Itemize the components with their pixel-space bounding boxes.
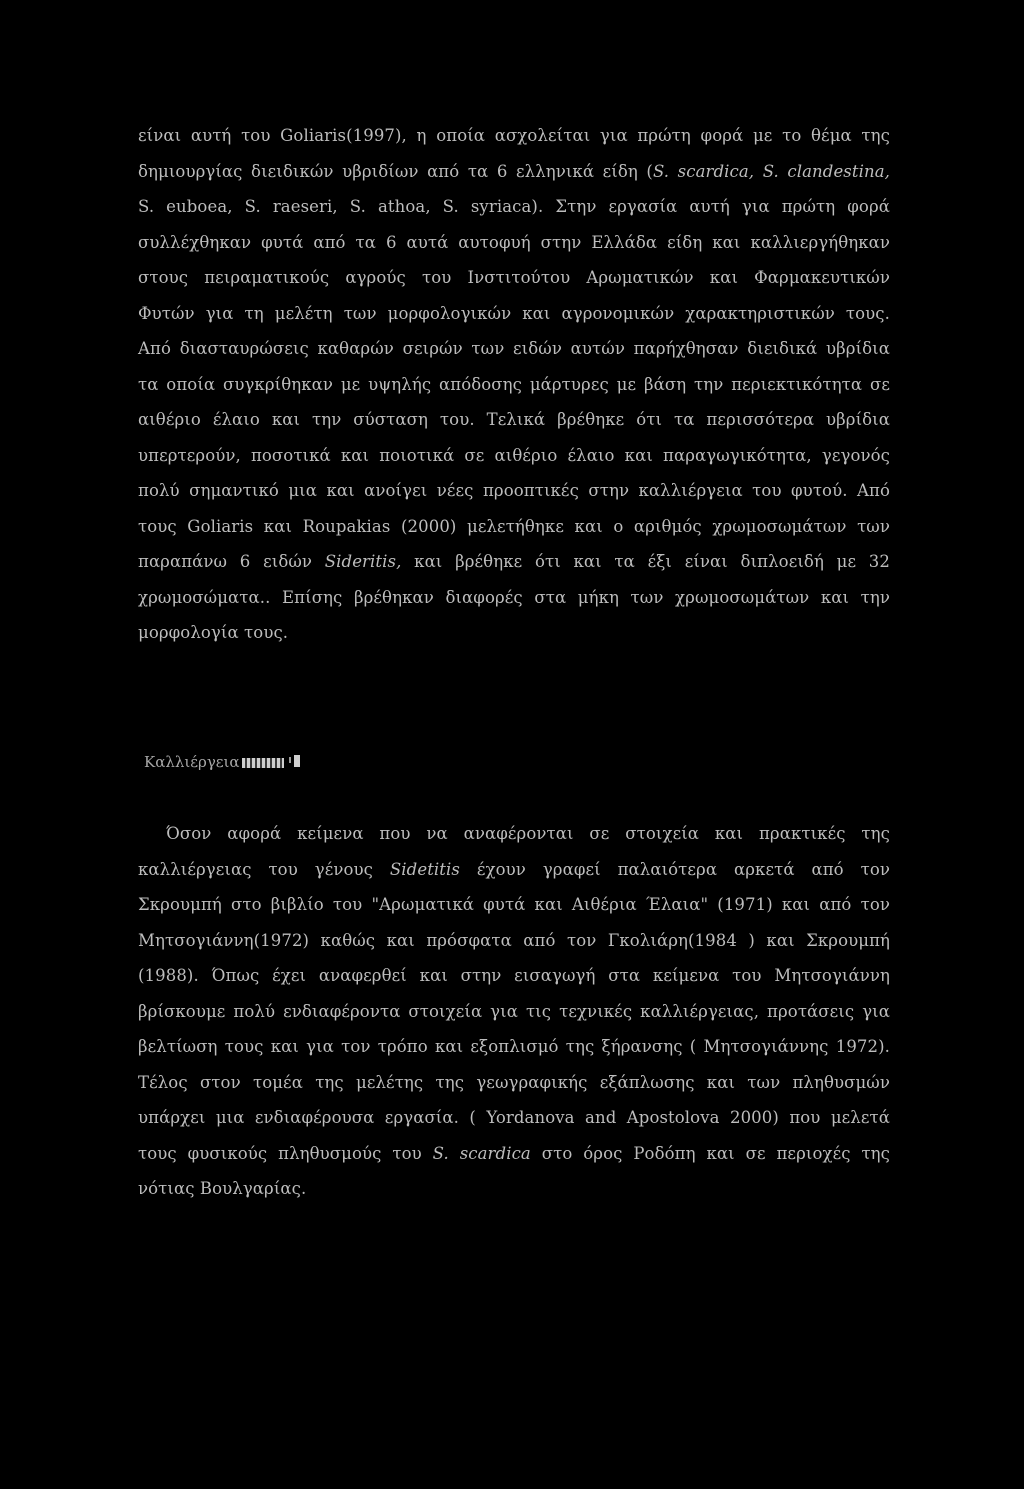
text-line: Φυτών για τη μελέτη των μορφολογικών και αγρονομικών χαρακτηριστικών τους. (138, 303, 890, 323)
text-run: τους φυσικούς πληθυσμούς του (138, 1143, 433, 1163)
text-run: και βρέθηκε ότι και τα έξι είναι διπλοειδή με 32 (401, 552, 890, 571)
text-line: αιθέριο έλαιο και την σύσταση του. Τελικά βρέθηκε ότι τα περισσότερα υβρίδια (138, 410, 890, 429)
genus-name: Sideritis, (324, 552, 402, 571)
text-line: βελτίωση τους και για τον τρόπο και εξοπλισμό της ξήρανσης ( Μητσογιάννης 1972). (138, 1037, 890, 1056)
genus-name: Sidetitis (389, 859, 460, 879)
text-line: τους Goliaris και Roupakias (2000) μελετήθηκε και ο αριθμός χρωμοσωμάτων των (138, 516, 890, 536)
text-line: Όσον αφορά κείμενα που να αναφέρονται σε στοιχεία και πρακτικές της (166, 824, 890, 843)
text-line: υπάρχει μια ενδιαφέρουσα εργασία. ( Yordanova and Apostolova 2000) που μελετά (138, 1108, 890, 1127)
section-heading (144, 752, 284, 772)
scan-artifact-mark (294, 755, 300, 767)
text-run: δημιουργίας διειδικών υβριδίων από τα 6 ελληνικά είδη ( (138, 161, 653, 181)
text-line: Από διασταυρώσεις καθαρών σειρών των ειδών αυτών παρήχθησαν διειδικά υβρίδια (138, 339, 890, 358)
text-line: Μητσογιάννη(1972) καθώς και πρόσφατα από τον Γκολιάρη(1984 ) και Σκρουμπή (138, 930, 890, 950)
text-line: βρίσκουμε πολύ ενδιαφέροντα στοιχεία για τις τεχνικές καλλιέργειας, προτάσεις για (138, 1001, 890, 1021)
scan-artifact (242, 758, 284, 768)
text-line: S. euboea, S. raeseri, S. athoa, S. syriaca). Στην εργασία αυτή για πρώτη φορά (138, 197, 890, 216)
text-line: (1988). Όπως έχει αναφερθεί και στην εισαγωγή στα κείμενα του Μητσογιάννη (138, 966, 890, 985)
text-line (138, 544, 890, 580)
species-name: S. scardica (432, 1143, 531, 1163)
text-line: πολύ σημαντικό μια και ανοίγει νέες προοπτικές στην καλλιέργεια του φυτού. Από (138, 481, 890, 500)
text-run: παραπάνω 6 ειδών (138, 552, 325, 571)
text-line (138, 1136, 890, 1172)
text-line: Σκρουμπή στο βιβλίο του "Αρωματικά φυτά και Αιθέρια Έλαια" (1971) και από τον (138, 895, 890, 914)
text-line: υπερτερούν, ποσοτικά και ποιοτικά σε αιθέριο έλαιο και παραγωγικότητα, γεγονός (138, 445, 890, 465)
paragraph-species-hybrids (138, 118, 890, 651)
text-line: χρωμοσώματα.. Επίσης βρέθηκαν διαφορές στα μήκη των χρωμοσωμάτων και την (138, 587, 890, 607)
text-line: συλλέχθηκαν φυτά από τα 6 αυτά αυτοφυή στην Ελλάδα είδη και καλλιεργήθηκαν (138, 232, 890, 252)
text-run: έχουν γραφεί παλαιότερα αρκετά από τον (459, 859, 890, 879)
text-line: νότιας Βουλγαρίας. (138, 1179, 307, 1198)
text-line (138, 852, 890, 888)
text-line: τα οποία συγκρίθηκαν με υψηλής απόδοσης μάρτυρες με βάση την περιεκτικότητα σε (138, 374, 890, 394)
text-line: Τέλος στον τομέα της μελέτης της γεωγραφικής εξάπλωσης και των πληθυσμών (138, 1072, 890, 1092)
paragraph-cultivation (138, 816, 890, 1207)
text-run: στο όρος Ροδόπη και σε περιοχές της (530, 1143, 891, 1163)
text-run: καλλιέργειας του γένους (138, 859, 390, 879)
species-names: S. scardica, S. clandestina, (652, 161, 890, 181)
text-line: στους πειραματικούς αγρούς του Ινστιτούτου Αρωματικών και Φαρμακευτικών (138, 268, 890, 287)
text-line: είναι αυτή του Goliaris(1997), η οποία ασχολείται για πρώτη φορά με το θέμα της (138, 126, 890, 145)
text-line: μορφολογία τους. (138, 623, 289, 642)
text-line (138, 154, 890, 190)
section-heading-text: Καλλιέργεια (144, 753, 240, 771)
